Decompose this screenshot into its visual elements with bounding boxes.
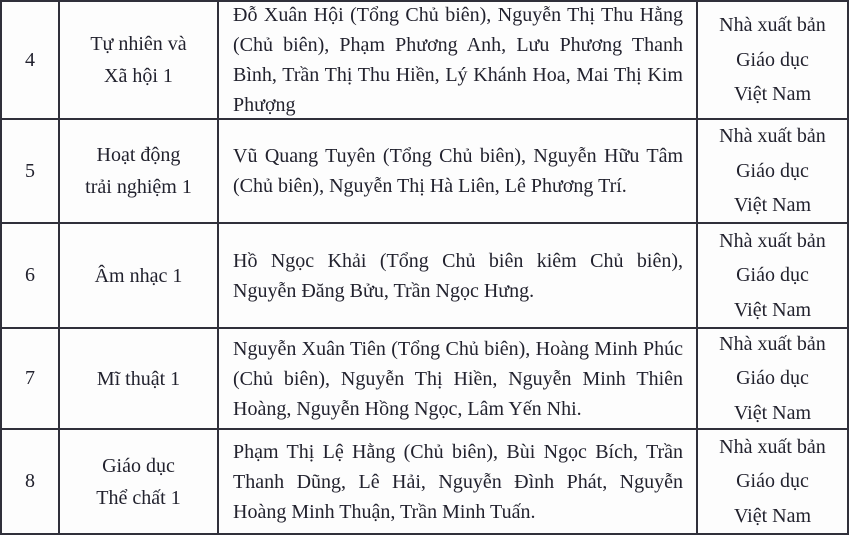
publisher-cell xyxy=(698,2,847,120)
authors-text: Đỗ Xuân Hội (Tổng Chủ biên), Nguyễn Thị Thu Hằng (Chủ biên), Phạm Phương Anh, Lưu Phương Thanh Bình, Trần Thị Thu Hiền, Lý Khánh Hoa, Mai Thị Kim Phượng xyxy=(233,4,683,116)
authors-cell xyxy=(219,329,698,430)
subject-cell xyxy=(60,120,219,224)
publisher-cell xyxy=(698,329,847,430)
subject-line: Mĩ thuật 1 xyxy=(96,367,181,390)
publisher-line: Việt Nam xyxy=(733,194,812,217)
publisher-cell xyxy=(698,430,847,533)
authors-cell xyxy=(219,2,698,120)
subject-line: trải nghiệm 1 xyxy=(85,176,192,198)
publisher-line: Việt Nam xyxy=(733,83,812,106)
authors-text: Vũ Quang Tuyên (Tổng Chủ biên), Nguyễn Hữu Tâm (Chủ biên), Nguyễn Thị Hà Liên, Lê Phương Trí. xyxy=(233,145,683,197)
subject-line: Âm nhạc 1 xyxy=(94,264,183,287)
subject-line: Tự nhiên và xyxy=(90,33,187,55)
publisher-line: Nhà xuất bản xyxy=(719,14,826,37)
row-number: 4 xyxy=(2,2,60,120)
row-number: 6 xyxy=(2,224,60,329)
subject-line: Giáo dục xyxy=(102,454,175,477)
publisher-line: Việt Nam xyxy=(733,298,812,321)
authors-text: Phạm Thị Lệ Hằng (Chủ biên), Bùi Ngọc Bích, Trần Thanh Dũng, Lê Hải, Nguyễn Đình Phát, Nguyễn Hoàng Minh Thuận, Trần Minh Tuấn. xyxy=(233,440,683,523)
publisher-cell xyxy=(698,224,847,329)
subject-line: Thể chất 1 xyxy=(96,486,181,509)
subject-cell xyxy=(60,2,219,120)
publisher-line: Nhà xuất bản xyxy=(719,435,826,458)
authors-cell xyxy=(219,224,698,329)
authors-cell xyxy=(219,120,698,224)
row-number: 8 xyxy=(2,430,60,533)
publisher-line: Việt Nam xyxy=(733,504,812,527)
subject-line: Xã hội 1 xyxy=(104,65,173,87)
authors-text: Hồ Ngọc Khải (Tổng Chủ biên kiêm Chủ biên), Nguyễn Đăng Bửu, Trần Ngọc Hưng. xyxy=(233,249,683,302)
row-number: 7 xyxy=(2,329,60,430)
subject-cell xyxy=(60,329,219,430)
publisher-line: Việt Nam xyxy=(733,401,812,424)
authors-cell xyxy=(219,430,698,533)
publisher-line: Giáo dục xyxy=(736,264,809,287)
authors-text: Nguyễn Xuân Tiên (Tổng Chủ biên), Hoàng Minh Phúc (Chủ biên), Nguyễn Thị Hiền, Nguyễn Minh Thiên Hoàng, Nguyễn Hồng Ngọc, Lâm Yến Nhi. xyxy=(233,337,683,420)
publisher-line: Giáo dục xyxy=(736,470,809,493)
publisher-line: Nhà xuất bản xyxy=(719,332,826,355)
row-number: 5 xyxy=(2,120,60,224)
subject-cell xyxy=(60,224,219,329)
publisher-line: Nhà xuất bản xyxy=(719,125,826,148)
subject-line: Hoạt động xyxy=(96,144,181,166)
publisher-line: Giáo dục xyxy=(736,48,809,71)
subject-cell xyxy=(60,430,219,533)
publisher-line: Nhà xuất bản xyxy=(719,229,826,252)
publisher-line: Giáo dục xyxy=(736,367,809,390)
publisher-cell xyxy=(698,120,847,224)
publisher-line: Giáo dục xyxy=(736,159,809,182)
